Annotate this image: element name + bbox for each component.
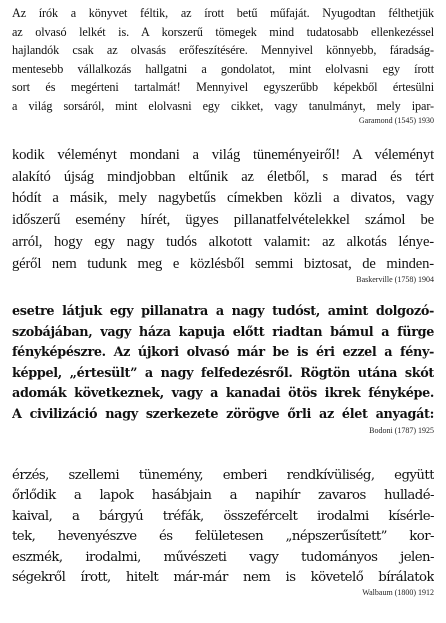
- specimen-line: ségekről írott, hitelt már-már nem is követelő bírálatok: [12, 570, 434, 586]
- garamond-specimen: [12, 4, 434, 126]
- specimen-line: adomák következnek, vagy a kanadai ötös ikrek fényképe.: [12, 386, 434, 402]
- bodoni-specimen: [12, 302, 434, 436]
- specimen-line: esetre látjuk egy pillanatra a nagy tudóst, amint dolgozó-: [12, 304, 434, 319]
- specimen-line: az olvasó lelkét is. A korszerű tömegek mind tudatosabb ellenkezéssel: [12, 24, 434, 39]
- specimen-line: fényképészre. Az újkori olvasó már be is éri ezzel a fény-: [12, 345, 434, 361]
- specimen-line: érzés, szellemi tünemény, emberi rendkívüliség, együtt: [12, 468, 434, 483]
- specimen-line: kaival, a bárgyú tréfák, összefércelt irodalmi kísérle-: [12, 508, 434, 524]
- walbaum-specimen: [12, 466, 434, 598]
- specimen-line: Az írók a könyvet féltik, az írott betű műfaját. Nyugodtan félthetjük: [12, 6, 434, 20]
- specimen-line: géről nem tudunk meg e közlésből semmi biztosat, de minden-: [12, 255, 434, 272]
- specimen-caption: Garamond (1545) 1930: [358, 115, 434, 125]
- specimen-caption: Bodoni (1787) 1925: [369, 425, 434, 435]
- specimen-caption: Baskerville (1758) 1904: [356, 275, 434, 285]
- specimen-line: időszerű esemény hírét, ügyes pillanatfelvételekkel számol be: [12, 212, 434, 229]
- specimen-line: alakító újság mindjobban eltűnik az életből, s marad és tért: [12, 168, 434, 185]
- specimen-line: mentesebb vállalkozás hallgatni a gondolatot, mint elolvasni egy írott: [12, 61, 434, 76]
- specimen-line: A civilizáció nagy szerkezete zörögve őrli az élet anyagát:: [12, 406, 434, 422]
- specimen-line: őrlődik a lapok hasábjain a napihír zavaros hulladé-: [12, 488, 434, 504]
- specimen-line: hajlandók csak az olvasás erőfeszítésére. Mennyivel könnyebb, fáradság-: [12, 43, 434, 58]
- specimen-line: arról, hogy egy nagy tudós alkotott valamit: az alkotás lénye-: [12, 233, 434, 250]
- specimen-line: képpel, „értesült” a nagy felfedezésről. Rögtön utána skót: [12, 365, 434, 381]
- specimen-line: kodik véleményt mondani a világ tüneményeiről! A véleményt: [12, 147, 434, 163]
- specimen-line: hódít a másik, mely nagybetűs címekben közli a divatos, vagy: [12, 190, 434, 207]
- specimen-line: eszmék, irodalmi, művészeti vagy tudományos jelen-: [12, 549, 434, 565]
- baskerville-specimen: [12, 145, 434, 285]
- specimen-line: sort és megérteni tartalmát! Mennyivel egyszerűbb képekből értesülni: [12, 80, 434, 95]
- specimen-line: a világ sorsáról, mint elolvasni egy cikket, vagy tanulmányt, mely ipar-: [12, 98, 434, 113]
- specimen-line: szobájában, vagy háza kapuja előtt riadtan bámul a fürge: [12, 324, 434, 340]
- specimen-caption: Walbaum (1800) 1912: [362, 588, 434, 598]
- specimen-line: tek, hevenyészve és felületesen „népszerűsített” kor-: [12, 529, 434, 545]
